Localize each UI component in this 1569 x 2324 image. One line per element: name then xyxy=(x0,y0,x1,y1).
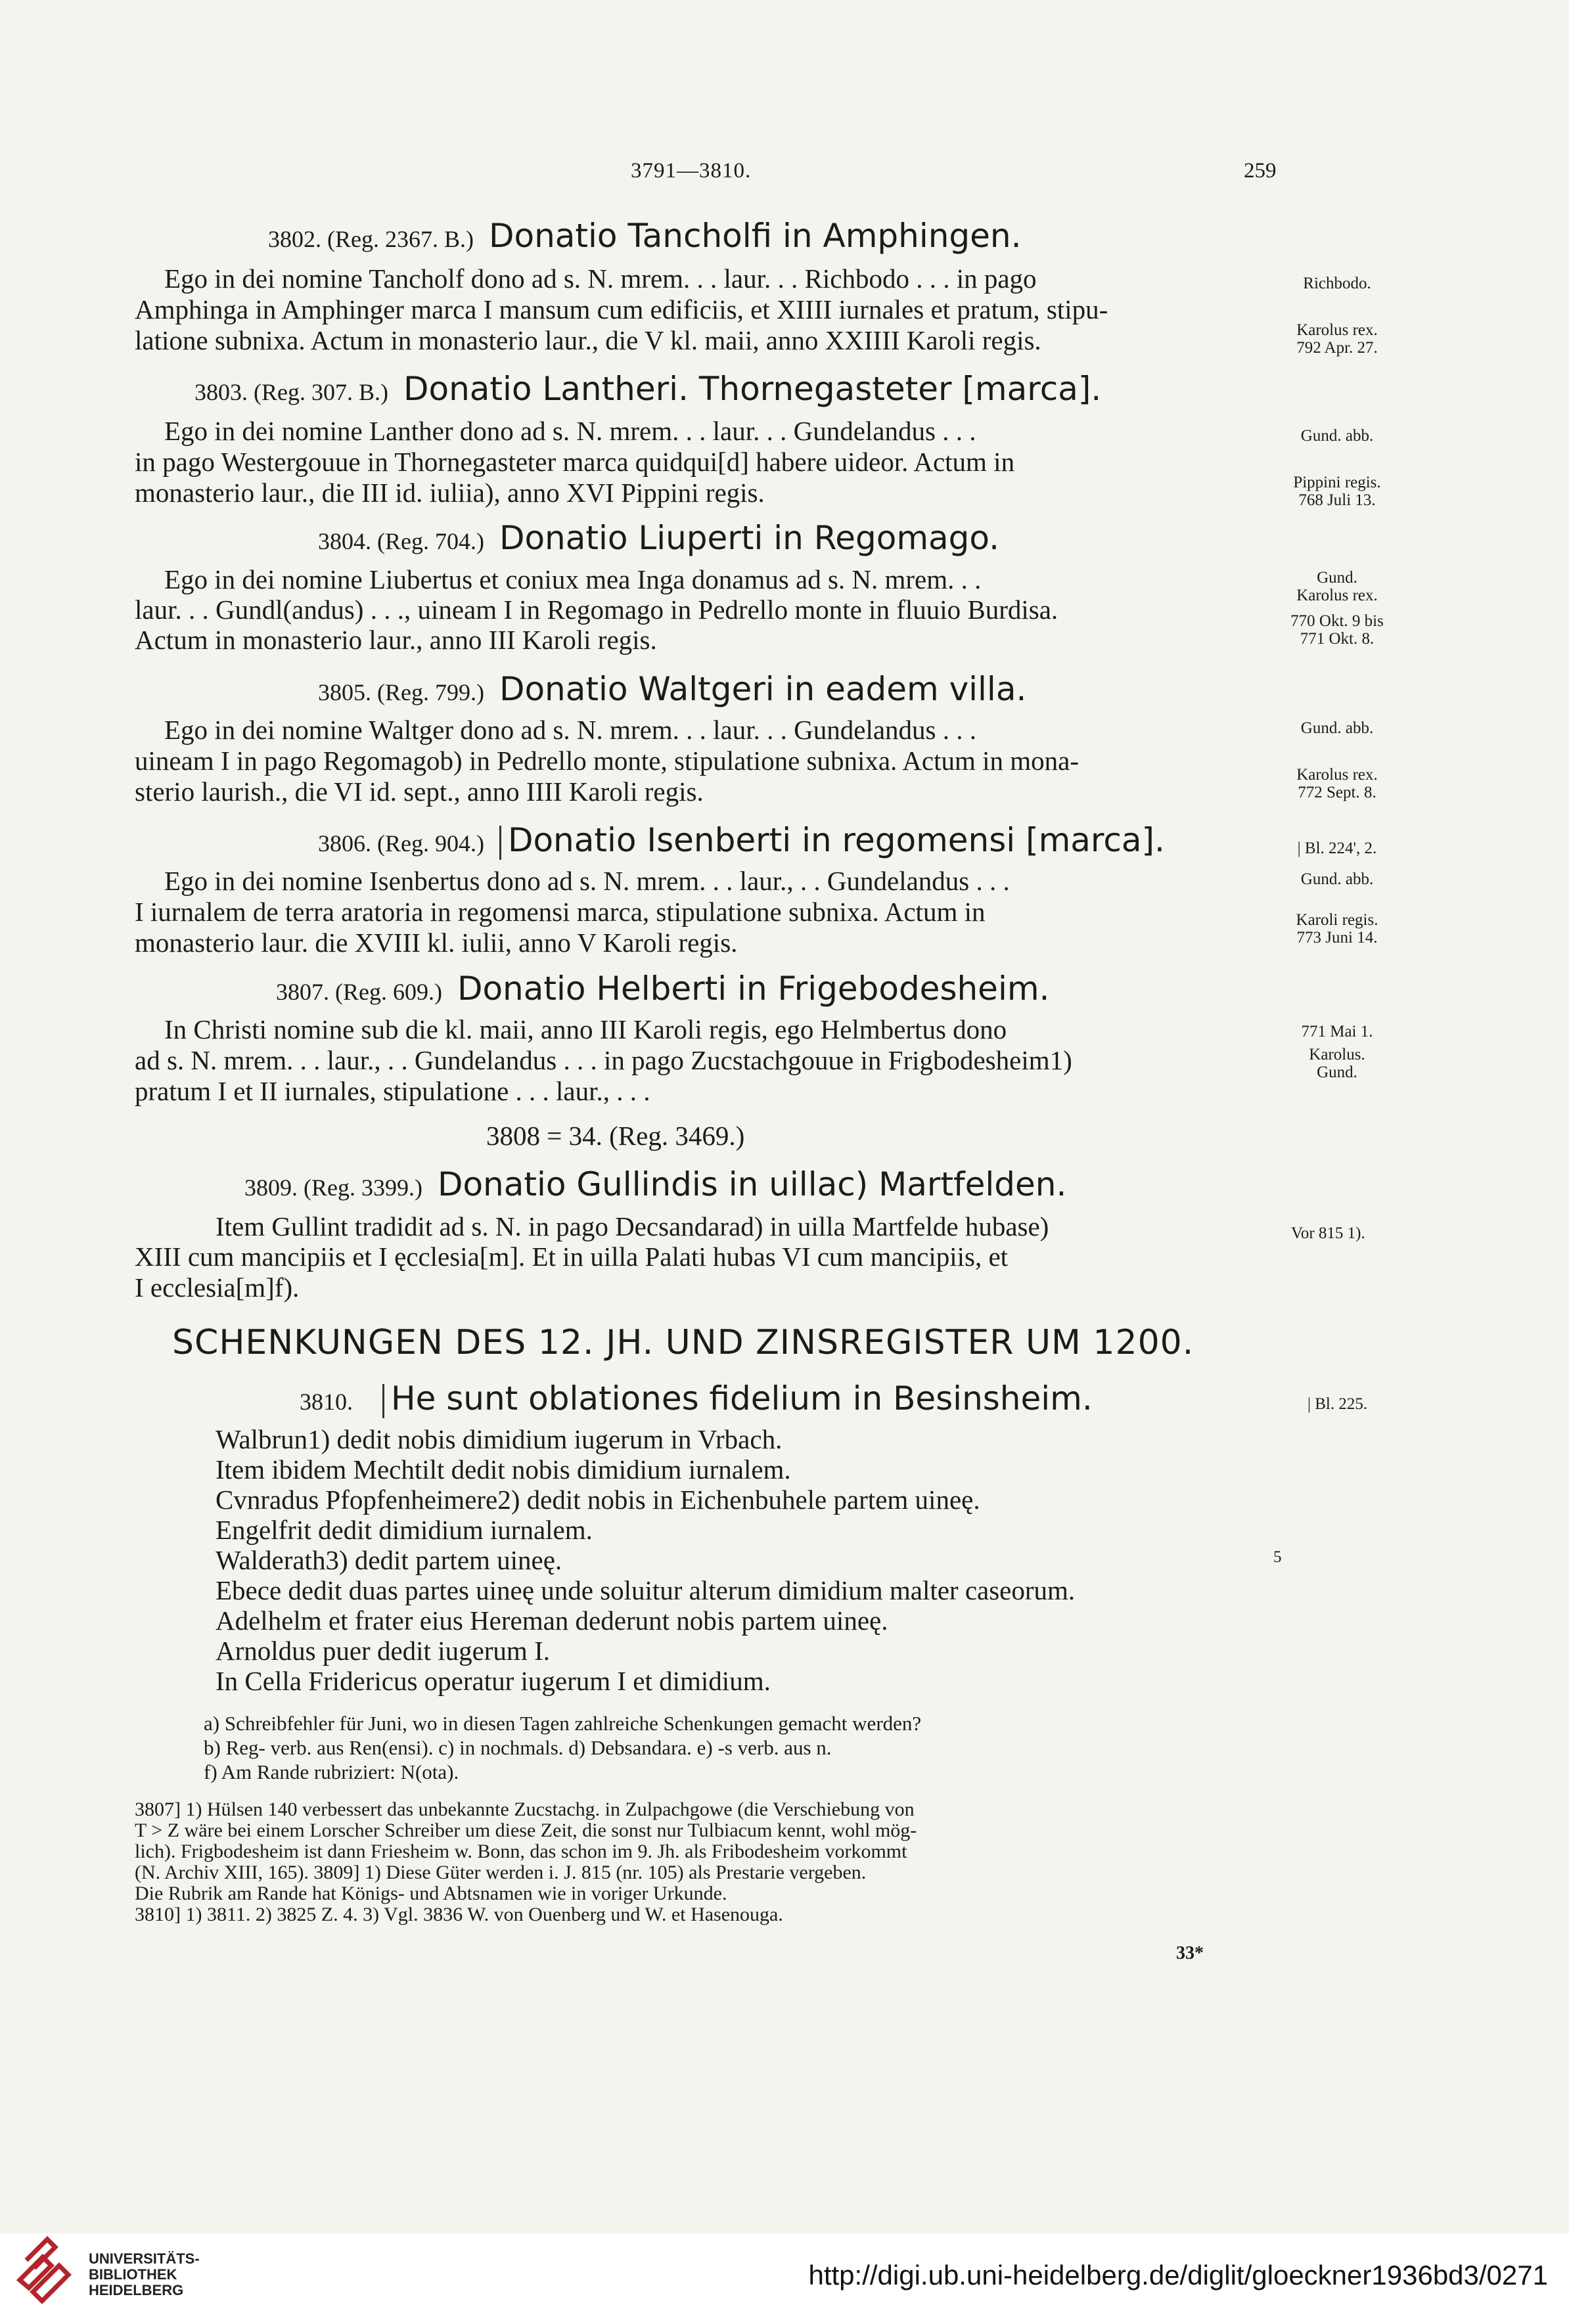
text-line: Walbrun1) dedit nobis dimidium iugerum in Vrbach. xyxy=(216,1424,783,1454)
entry-3805-heading xyxy=(318,670,1026,708)
margin-line: Gund. abb. xyxy=(1300,870,1374,888)
margin-line: Karolus. xyxy=(1309,1046,1365,1063)
text-line: Ego in dei nomine Lanther dono ad s. N. mrem. . . laur. . . Gundelandus . . . xyxy=(164,416,976,446)
entry-number: 3802. xyxy=(268,226,321,252)
margin-note-3809 xyxy=(1291,1224,1390,1242)
entry-3803-heading xyxy=(194,370,1101,408)
margin-line: Pippini regis. xyxy=(1293,474,1381,491)
margin-line: 772 Sept. 8. xyxy=(1298,784,1376,801)
entry-title: Donatio Gullindis in uillac) Martfelden. xyxy=(437,1165,1067,1203)
entry-number: 3806. xyxy=(318,830,371,857)
text-line: Cvnradus Pfopfenheimere2) dedit nobis in Eichenbuhele partem uineę. xyxy=(216,1485,980,1515)
text-line: laur. . . Gundl(andus) . . ., uineam I in Regomago in Pedrello monte in fluuio Burdisa. xyxy=(135,594,1058,625)
margin-line: 768 Juli 13. xyxy=(1298,491,1376,509)
margin-line: Karolus rex. xyxy=(1296,321,1378,339)
entry-number: 3804. xyxy=(318,528,371,554)
entry-number: 3807. xyxy=(276,979,329,1005)
register-ref: (Reg. 3399.) xyxy=(304,1174,422,1201)
text-line: Engelfrit dedit dimidium iurnalem. xyxy=(216,1515,593,1545)
note-line: 3807] 1) Hülsen 140 verbessert das unbekannte Zucstachg. in Zulpachgowe (die Verschiebung von xyxy=(135,1799,915,1820)
margin-note-3802 xyxy=(1288,275,1386,357)
margin-note-3806 xyxy=(1288,839,1386,947)
text-line: I ecclesia[m]f). xyxy=(135,1272,300,1303)
entry-3808: 3808 = 34. (Reg. 3469.) xyxy=(486,1121,745,1151)
entry-title-text: Donatio Isenberti in regomensi [marca]. xyxy=(507,821,1165,859)
library-name-line: BIBLIOTHEK xyxy=(89,2266,177,2283)
entry-number: 3810. xyxy=(300,1389,353,1415)
text-line: pratum I et II iurnales, stipulatione . . . laur., . . . xyxy=(135,1076,650,1106)
text-line: sterio laurish., die VI id. sept., anno IIII Karoli regis. xyxy=(135,776,704,807)
library-logo-icon xyxy=(13,2234,79,2304)
entry-title xyxy=(368,1379,1093,1418)
section-title: SCHENKUNGEN DES 12. JH. UND ZINSREGISTER UM 1200. xyxy=(172,1323,1194,1362)
margin-line: | Bl. 224', 2. xyxy=(1297,839,1377,857)
entry-3802-heading xyxy=(268,217,1022,255)
margin-line: Karolus rex. xyxy=(1296,766,1378,784)
margin-line: 773 Juni 14. xyxy=(1296,929,1378,947)
entry-title: Donatio Liuperti in Regomago. xyxy=(499,519,1000,557)
text-line: monasterio laur. die XVIII kl. iulii, anno V Karoli regis. xyxy=(135,927,738,958)
margin-note-3804 xyxy=(1288,569,1386,648)
line-marker: 5 xyxy=(1273,1548,1282,1566)
text-line: Actum in monasterio laur., anno III Karoli regis. xyxy=(135,625,657,655)
entry-title-text: He sunt oblationes fidelium in Besinsheim. xyxy=(391,1379,1093,1418)
text-line: Ego in dei nomine Tancholf dono ad s. N. mrem. . . laur. . . Richbodo . . . in pago xyxy=(164,263,1037,294)
margin-note-3805 xyxy=(1288,719,1386,801)
margin-bar xyxy=(499,826,501,860)
margin-line: Richbodo. xyxy=(1303,275,1371,292)
library-name-line: HEIDELBERG xyxy=(89,2282,184,2298)
entry-title: Donatio Waltgeri in eadem villa. xyxy=(499,670,1027,708)
entry-title: Donatio Tancholfi in Amphingen. xyxy=(488,217,1022,255)
register-ref: (Reg. 307. B.) xyxy=(254,379,388,405)
margin-bar xyxy=(382,1384,384,1418)
entry-3806-heading xyxy=(318,821,1165,860)
text-line: Ego in dei nomine Liubertus et coniux mea Inga donamus ad s. N. mrem. . . xyxy=(164,564,982,594)
footnote: b) Reg- verb. aus Ren(ensi). c) in nochmals. d) Debsandara. e) -s verb. aus n. xyxy=(204,1736,832,1759)
margin-note-3803 xyxy=(1288,427,1386,509)
margin-line: 771 Okt. 8. xyxy=(1300,630,1375,648)
text-line: Ego in dei nomine Isenbertus dono ad s. N. mrem. . . laur., . . Gundelandus . . . xyxy=(164,866,1010,896)
margin-line: Gund. abb. xyxy=(1300,427,1374,445)
text-line: XIII cum mancipiis et I ęcclesia[m]. Et in uilla Palati hubas VI cum mancipiis, et xyxy=(135,1241,1009,1272)
entry-title xyxy=(499,821,1165,859)
text-line: Arnoldus puer dedit iugerum I. xyxy=(216,1636,550,1666)
margin-line: Karoli regis. xyxy=(1296,911,1378,929)
note-line: T > Z wäre bei einem Lorscher Schreiber um diese Zeit, die sonst nur Tulbiacum kennt, wohl mög- xyxy=(135,1820,917,1841)
text-line: monasterio laur., die III id. iuliia), anno XVI Pippini regis. xyxy=(135,478,765,508)
text-line: Ebece dedit duas partes uineę unde soluitur alterum dimidium malter caseorum. xyxy=(216,1575,1076,1605)
text-line: Item ibidem Mechtilt dedit nobis dimidium iurnalem. xyxy=(216,1454,791,1485)
footnote: a) Schreibfehler für Juni, wo in diesen Tagen zahlreiche Schenkungen gemacht werden? xyxy=(204,1712,922,1735)
note-line: Die Rubrik am Rande hat Königs- und Abtsnamen wie in voriger Urkunde. xyxy=(135,1883,727,1904)
margin-line: Gund. xyxy=(1317,569,1357,587)
entry-number: 3809. xyxy=(244,1174,298,1201)
margin-note-3807 xyxy=(1288,1023,1386,1081)
text-line: Amphinga in Amphinger marca I mansum cum edificiis, et XIIII iurnales et pratum, stipu- xyxy=(135,294,1108,324)
entry-3807-heading xyxy=(276,970,1049,1008)
entry-title: Donatio Helberti in Frigebodesheim. xyxy=(457,970,1050,1008)
text-line: Adelhelm et frater eius Hereman dederunt nobis partem uineę. xyxy=(216,1605,888,1636)
footnote: f) Am Rande rubriziert: N(ota). xyxy=(204,1760,459,1783)
text-line: ad s. N. mrem. . . laur., . . Gundelandus . . . in pago Zucstachgouue in Frigbodesheim1) xyxy=(135,1045,1072,1075)
entry-title: Donatio Lantheri. Thornegasteter [marca]. xyxy=(403,370,1102,408)
text-line: Ego in dei nomine Waltger dono ad s. N. mrem. . . laur. . . Gundelandus . . . xyxy=(164,715,976,745)
text-line: latione subnixa. Actum in monasterio laur., die V kl. maii, anno XXIIII Karoli regis. xyxy=(135,325,1041,355)
text-line: In Christi nomine sub die kl. maii, anno III Karoli regis, ego Helmbertus dono xyxy=(164,1014,1007,1044)
entry-3804-heading xyxy=(318,519,999,557)
register-ref: (Reg. 799.) xyxy=(377,679,484,705)
note-line: 3810] 1) 3811. 2) 3825 Z. 4. 3) Vgl. 3836 W. von Ouenberg und W. et Hasenouga. xyxy=(135,1904,783,1925)
text-line: In Cella Fridericus operatur iugerum I et dimidium. xyxy=(216,1666,771,1696)
entry-number: 3803. xyxy=(194,379,248,405)
library-name-line: UNIVERSITÄTS- xyxy=(89,2250,200,2267)
text-line: I iurnalem de terra aratoria in regomensi marca, stipulatione subnixa. Actum in xyxy=(135,897,986,927)
register-ref: (Reg. 704.) xyxy=(377,528,484,554)
register-ref: (Reg. 904.) xyxy=(377,830,484,857)
margin-line: Gund. abb. xyxy=(1300,719,1374,737)
register-ref: (Reg. 2367. B.) xyxy=(327,226,474,252)
margin-line: 771 Mai 1. xyxy=(1301,1023,1373,1040)
text-line: Walderath3) dedit partem uineę. xyxy=(216,1545,562,1575)
margin-note-3810: | Bl. 225. xyxy=(1308,1395,1368,1413)
text-line: Item Gullint tradidit ad s. N. in pago Decsandarad) in uilla Martfelde hubase) xyxy=(216,1211,1049,1241)
entry-3810-heading xyxy=(300,1379,1093,1418)
footer-bar xyxy=(0,2233,1569,2324)
margin-line: Vor 815 1). xyxy=(1291,1224,1365,1242)
source-url-link[interactable]: http://digi.ub.uni-heidelberg.de/diglit/gloeckner1936bd3/0271 xyxy=(808,2260,1548,2290)
signature-mark: 33* xyxy=(1176,1943,1204,1963)
text-line: in pago Westergouue in Thornegasteter marca quidqui[d] habere uideor. Actum in xyxy=(135,447,1015,477)
library-name xyxy=(89,2251,200,2298)
margin-line: Karolus rex. xyxy=(1296,587,1378,604)
note-line: lich). Frigbodesheim ist dann Friesheim w. Bonn, das schon im 9. Jh. als Fribodesheim vorkommt xyxy=(135,1841,907,1862)
note-line: (N. Archiv XIII, 165). 3809] 1) Diese Güter werden i. J. 815 (nr. 105) als Prestarie vergeben. xyxy=(135,1862,867,1883)
margin-line: 770 Okt. 9 bis xyxy=(1290,612,1384,630)
page-number: 259 xyxy=(1244,159,1277,183)
margin-line: Gund. xyxy=(1317,1063,1357,1081)
entry-number: 3805. xyxy=(318,679,371,705)
margin-line: 792 Apr. 27. xyxy=(1296,339,1378,357)
running-head: 3791—3810. xyxy=(631,159,752,183)
register-ref: (Reg. 609.) xyxy=(335,979,442,1005)
entry-3809-heading xyxy=(244,1165,1066,1203)
text-line: uineam I in pago Regomagob) in Pedrello monte, stipulatione subnixa. Actum in mona- xyxy=(135,746,1080,776)
